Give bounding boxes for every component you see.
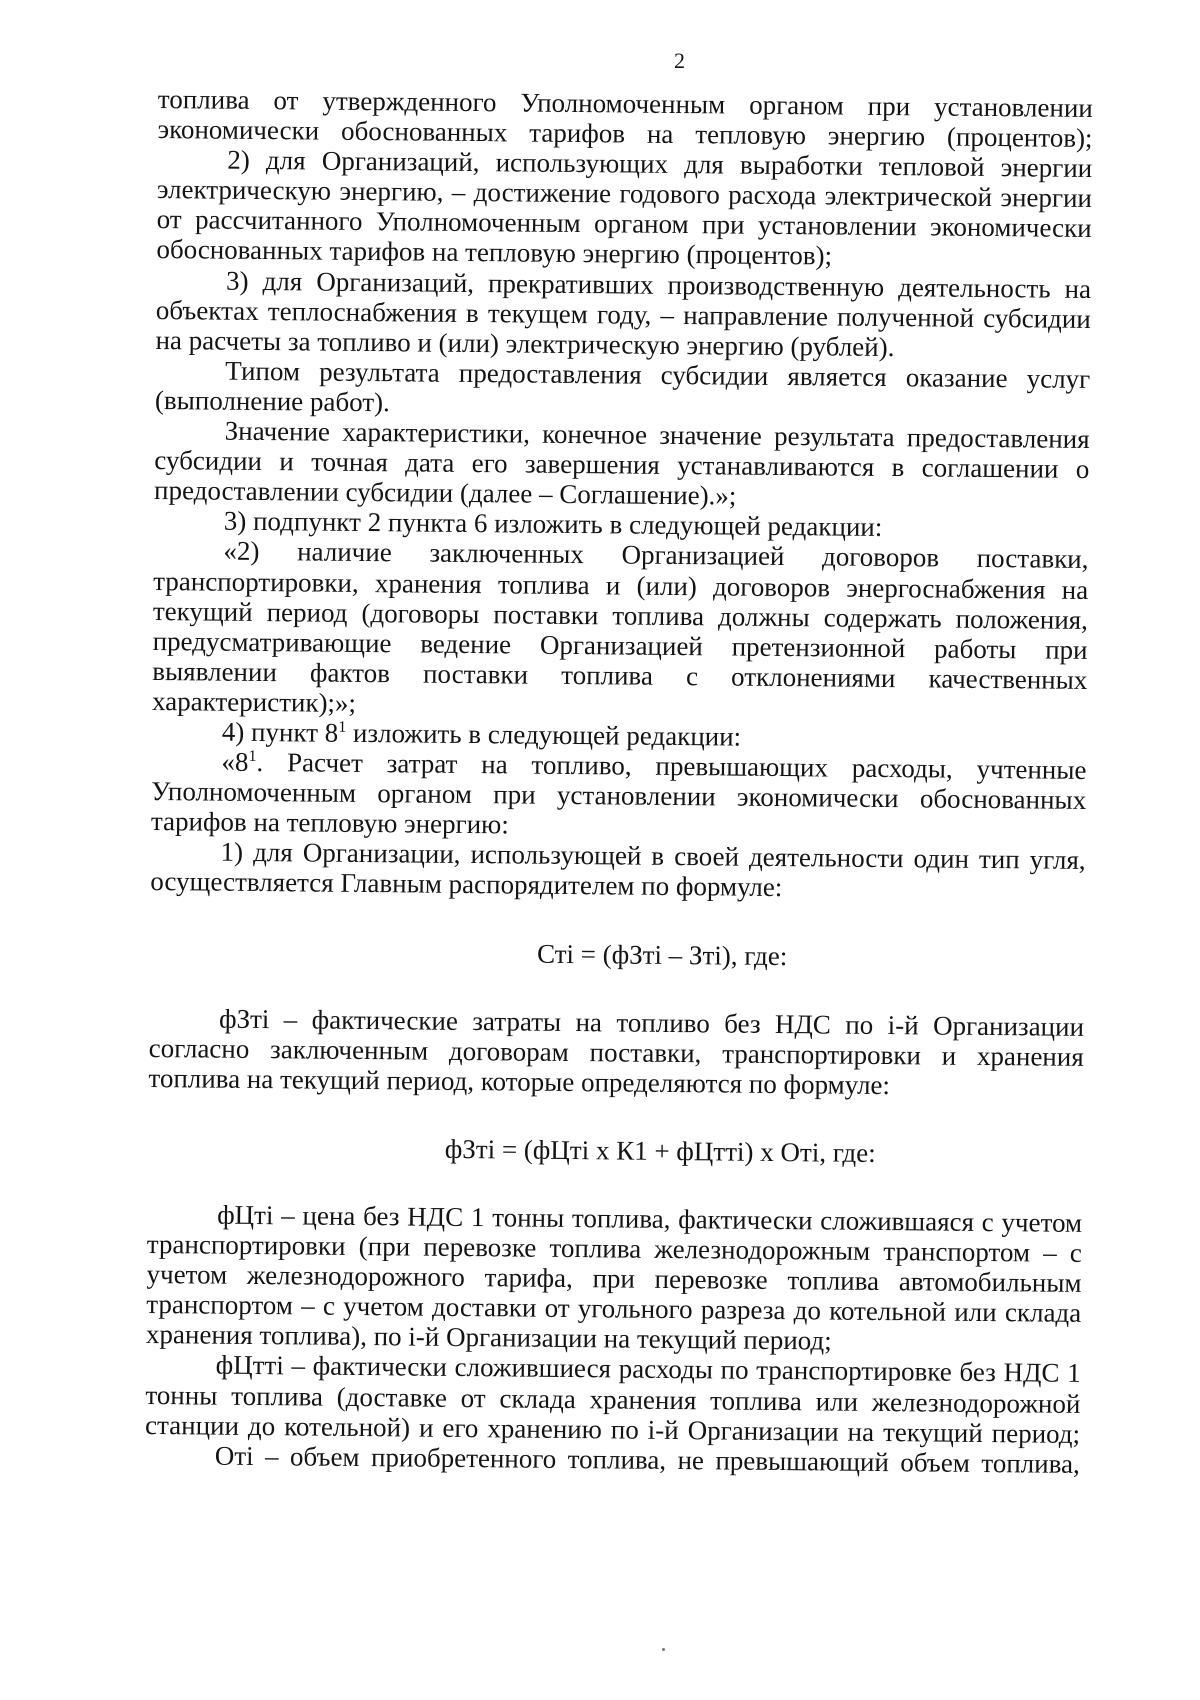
text-line: 3) для Организаций, прекративших производственную деятельность на [225,265,1092,304]
text-line: субсидии и точная дата его завершения устанавливаются в соглашении о [154,445,1090,485]
text-line: «2) наличие заключенных Организацией договоров поставки, [223,536,1089,575]
text-line: от рассчитанного Уполномоченным органом при установлении экономически [156,204,1092,244]
page-number: 2 [674,48,685,73]
text-line: характеристик);»; [151,685,357,718]
text-fragment: «8 [221,746,249,777]
text-fragment: 4) пункт 8 [221,716,339,748]
text-line: осуществляется Главным распорядителем по формуле: [150,866,783,903]
text-line: (выполнение работ). [154,384,391,418]
formula: фЗтi = (фЦтi х К1 + фЦттi) х Отi, где: [444,1133,876,1168]
text-line: объектах теплоснабжения в текущем году, – направление полученной субсидии [155,294,1091,334]
text-line: Типом результата предоставления субсидии является оказание услуг [225,355,1091,394]
text-line: Отi – объем приобретенного топлива, не превышающий объем топлива, [214,1440,1080,1479]
scan-speck [662,1648,665,1651]
text-line: топлива на текущий период, которые определяются по формуле: [148,1062,891,1100]
text-line: фЗтi – фактические затраты на топливо без НДС по i-й Организации [218,1003,1085,1042]
text-line: транспортом – с учетом доставки от угольного разреза до котельной или склада [146,1289,1082,1329]
text-fragment: изложить в следующей редакции: [346,717,742,752]
text-line: текущий период (договоры поставки топлива должны содержать положения, [152,595,1089,635]
text-line: транспортировки (при перевозке топлива железнодорожным транспортом – с [146,1229,1082,1269]
text-line: 1) для Организации, использующей в своей деятельности один тип угля, [220,836,1086,876]
text-line: выявлении фактов поставки топлива с отклонениями качественных [152,655,1088,695]
text-line: транспортировки, хранения топлива и (или) договоров энергоснабжения на [153,565,1089,605]
text-line: предусматривающие ведение Организацией претензионной работы при [152,625,1088,665]
text-line: фЦттi – фактически сложившиеся расходы по транспортировке без НДС 1 [215,1350,1081,1389]
text-line: экономически обоснованных тарифов на тепловую энергию (процентов); [157,114,1093,154]
text-line: 2) для Организаций, использующих для выработки тепловой энергии [227,144,1093,184]
formula: Стi = (фЗтi – Зтi), где: [536,938,788,971]
text-line: 3) подпункт 2 пункта 6 изложить в следующей редакции: [223,505,883,543]
text-line: электрическую энергию, – достижение годового расхода электрической энергии [156,174,1093,214]
text-line: Значение характеристики, конечное значение результата предоставления [224,415,1090,454]
text-line: согласно заключенным договорам поставки, транспортировки и хранения [148,1032,1084,1072]
text-line: тонны топлива (доставке от склада хранения топлива или железнодорожной [145,1379,1081,1419]
text-line: Уполномоченным органом при установлении экономически обоснованных [151,776,1087,816]
text-line: на расчеты за топливо и (или) электрическую энергию (рублей). [155,324,895,362]
text-line: предоставлении субсидии (далее – Соглашение).»; [153,475,737,511]
text-line: фЦтi – цена без НДС 1 тонны топлива, фактически сложившаяся с учетом [217,1199,1083,1238]
text-line: тарифов на тепловую энергию: [150,806,509,840]
document-body [145,84,1093,1479]
text-line: станции до котельной) и его хранению по i-й Организации на текущий период; [144,1409,1081,1449]
text-line: хранения топлива), по i-й Организации на текущий период; [145,1319,832,1356]
superscript: 1 [338,718,347,736]
text-fragment: . Расчет затрат на топливо, превышающих расходы, учтенные [256,747,1087,786]
text-line: топлива от утвержденного Уполномоченным органом при установлении [157,84,1093,123]
text-line: обоснованных тарифов на тепловую энергию (процентов); [156,234,833,271]
text-line: учетом железнодорожного тарифа, при перевозке топлива автомобильным [146,1259,1082,1299]
superscript: 1 [248,747,257,766]
